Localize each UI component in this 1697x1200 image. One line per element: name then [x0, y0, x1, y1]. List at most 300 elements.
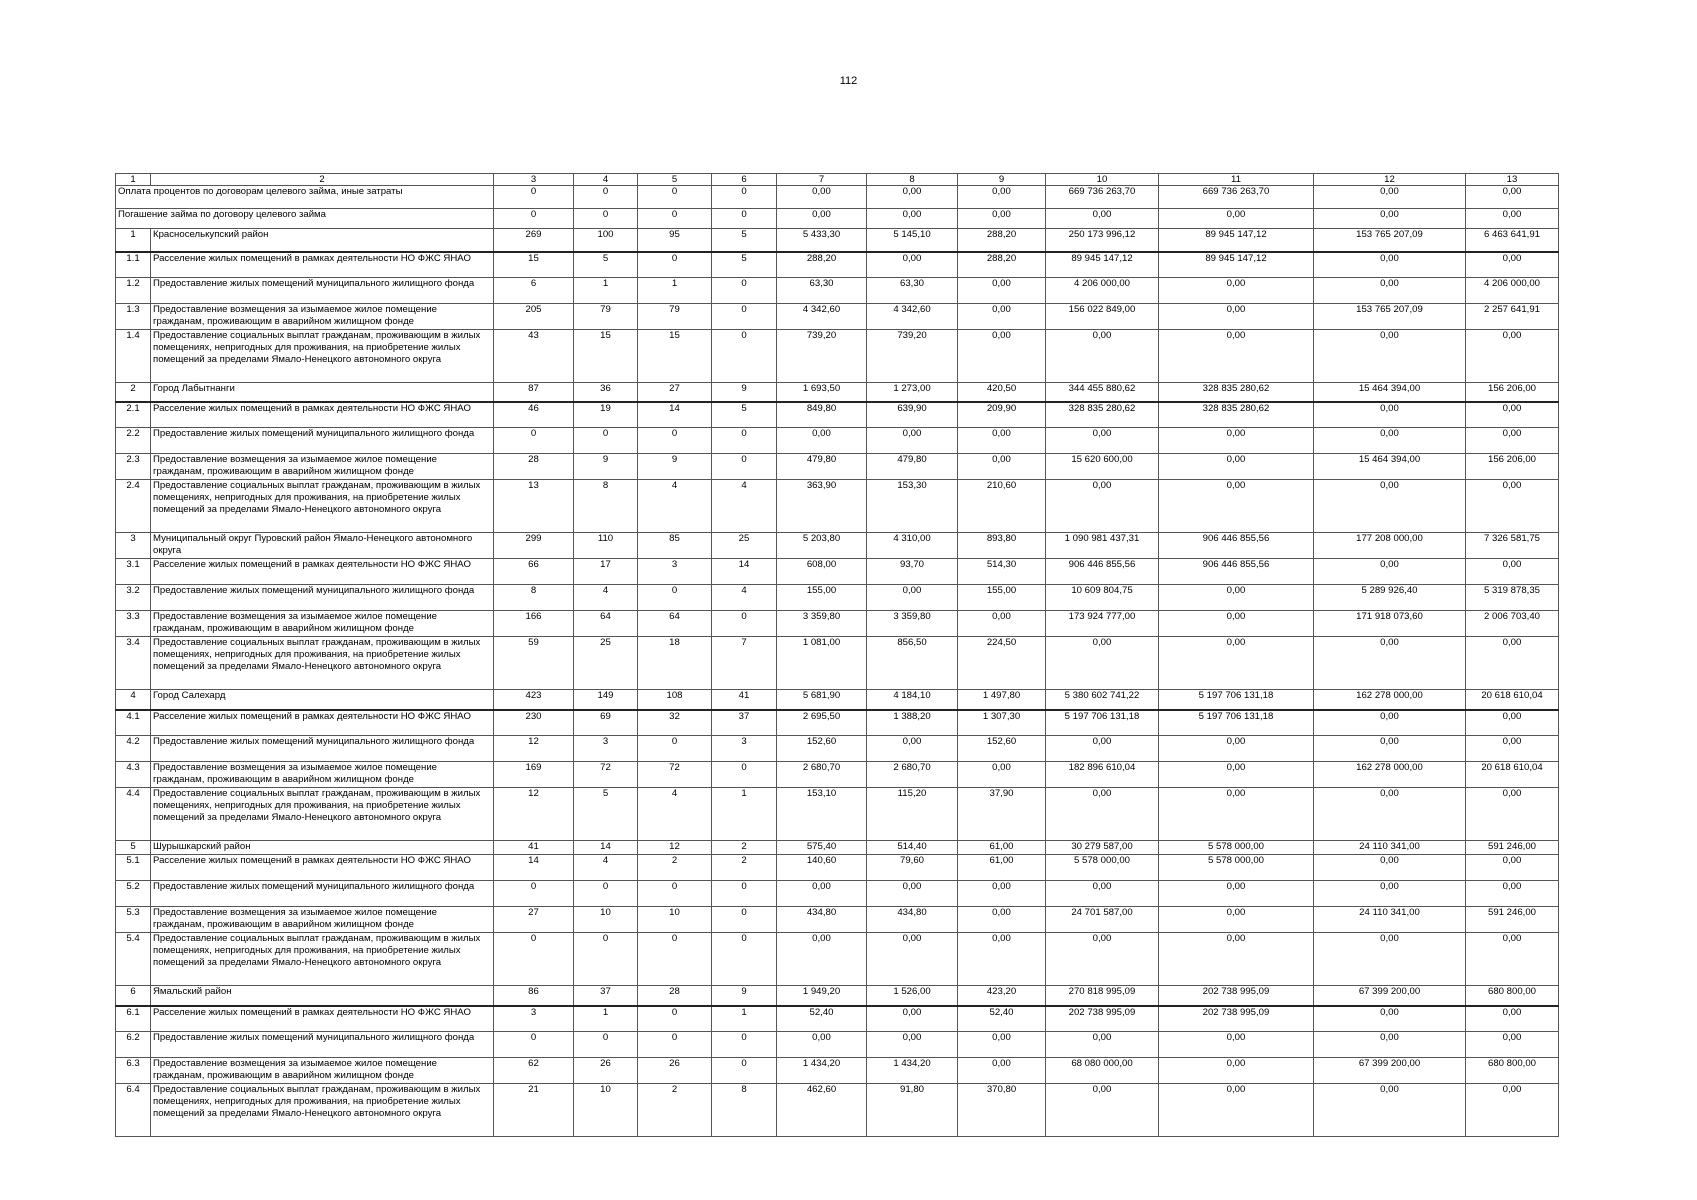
row-number: 1.1	[116, 252, 151, 278]
value-cell: 423,20	[958, 986, 1046, 1006]
row-number: 1.4	[116, 330, 151, 383]
value-cell: 1 497,80	[958, 690, 1046, 710]
value-cell: 0,00	[1159, 933, 1314, 986]
value-cell: 2	[712, 841, 777, 855]
value-cell: 0,00	[958, 209, 1046, 229]
value-cell: 6	[494, 278, 574, 304]
value-cell: 363,90	[777, 480, 867, 533]
table-row	[116, 585, 1559, 611]
value-cell: 69	[574, 710, 638, 736]
value-cell: 15 620 600,00	[1046, 454, 1159, 480]
value-cell: 0,00	[1159, 454, 1314, 480]
row-number: 4.1	[116, 710, 151, 736]
value-cell: 5	[574, 788, 638, 841]
value-cell: 0,00	[867, 1006, 958, 1032]
value-cell: 30 279 587,00	[1046, 841, 1159, 855]
value-cell: 41	[494, 841, 574, 855]
value-cell: 24 701 587,00	[1046, 907, 1159, 933]
value-cell: 162 278 000,00	[1314, 690, 1466, 710]
row-label: Предоставление возмещения за изымаемое жилое помещение гражданам, проживающим в аварийном жилищном фонде	[151, 1058, 494, 1084]
value-cell: 89 945 147,12	[1159, 252, 1314, 278]
row-number: 2.1	[116, 402, 151, 428]
value-cell: 0,00	[1314, 881, 1466, 907]
value-cell: 156 206,00	[1466, 383, 1559, 402]
value-cell: 0,00	[777, 933, 867, 986]
value-cell: 5	[712, 229, 777, 252]
value-cell: 224,50	[958, 637, 1046, 690]
header-cell: 9	[958, 174, 1046, 186]
row-label: Погашение займа по договору целевого займа	[116, 209, 494, 229]
value-cell: 1 434,20	[867, 1058, 958, 1084]
value-cell: 0,00	[1046, 480, 1159, 533]
row-label: Предоставление возмещения за изымаемое жилое помещение гражданам, проживающим в аварийном жилищном фонде	[151, 611, 494, 637]
value-cell: 0,00	[958, 1032, 1046, 1058]
value-cell: 0,00	[1159, 480, 1314, 533]
value-cell: 0	[638, 1006, 712, 1032]
value-cell: 162 278 000,00	[1314, 762, 1466, 788]
row-number: 2	[116, 383, 151, 402]
value-cell: 10	[574, 907, 638, 933]
value-cell: 115,20	[867, 788, 958, 841]
value-cell: 3 359,80	[867, 611, 958, 637]
value-cell: 250 173 996,12	[1046, 229, 1159, 252]
value-cell: 906 446 855,56	[1159, 559, 1314, 585]
value-cell: 288,20	[958, 229, 1046, 252]
value-cell: 93,70	[867, 559, 958, 585]
value-cell: 370,80	[958, 1084, 1046, 1137]
value-cell: 0,00	[1159, 585, 1314, 611]
value-cell: 0,00	[777, 428, 867, 454]
value-cell: 37,90	[958, 788, 1046, 841]
value-cell: 0,00	[867, 186, 958, 209]
value-cell: 423	[494, 690, 574, 710]
value-cell: 0,00	[1314, 209, 1466, 229]
value-cell: 0,00	[1314, 710, 1466, 736]
row-number: 6.4	[116, 1084, 151, 1137]
row-number: 1	[116, 229, 151, 252]
value-cell: 0,00	[958, 907, 1046, 933]
value-cell: 5 578 000,00	[1159, 855, 1314, 881]
value-cell: 72	[638, 762, 712, 788]
value-cell: 66	[494, 559, 574, 585]
value-cell: 906 446 855,56	[1046, 559, 1159, 585]
row-number: 2.2	[116, 428, 151, 454]
value-cell: 1 388,20	[867, 710, 958, 736]
table-row	[116, 229, 1559, 252]
value-cell: 32	[638, 710, 712, 736]
value-cell: 5 145,10	[867, 229, 958, 252]
table-row	[116, 986, 1559, 1006]
value-cell: 5	[574, 252, 638, 278]
value-cell: 28	[494, 454, 574, 480]
value-cell: 152,60	[777, 736, 867, 762]
value-cell: 62	[494, 1058, 574, 1084]
row-label: Расселение жилых помещений в рамках деятельности НО ФЖС ЯНАО	[151, 252, 494, 278]
row-number: 3.4	[116, 637, 151, 690]
value-cell: 27	[638, 383, 712, 402]
header-cell: 4	[574, 174, 638, 186]
value-cell: 155,00	[958, 585, 1046, 611]
value-cell: 0,00	[958, 881, 1046, 907]
value-cell: 12	[638, 841, 712, 855]
value-cell: 72	[574, 762, 638, 788]
value-cell: 13	[494, 480, 574, 533]
value-cell: 4	[712, 585, 777, 611]
value-cell: 639,90	[867, 402, 958, 428]
value-cell: 328 835 280,62	[1159, 383, 1314, 402]
value-cell: 0	[494, 933, 574, 986]
row-label: Предоставление жилых помещений муниципального жилищного фонда	[151, 428, 494, 454]
row-number: 3	[116, 533, 151, 559]
table-row	[116, 788, 1559, 841]
row-label: Расселение жилых помещений в рамках деятельности НО ФЖС ЯНАО	[151, 855, 494, 881]
row-label: Предоставление возмещения за изымаемое жилое помещение гражданам, проживающим в аварийном жилищном фонде	[151, 304, 494, 330]
value-cell: 0	[712, 304, 777, 330]
value-cell: 52,40	[958, 1006, 1046, 1032]
value-cell: 27	[494, 907, 574, 933]
value-cell: 10 609 804,75	[1046, 585, 1159, 611]
value-cell: 0	[638, 585, 712, 611]
table-row	[116, 209, 1559, 229]
value-cell: 79,60	[867, 855, 958, 881]
value-cell: 5 197 706 131,18	[1159, 690, 1314, 710]
table-row	[116, 881, 1559, 907]
value-cell: 8	[712, 1084, 777, 1137]
value-cell: 462,60	[777, 1084, 867, 1137]
value-cell: 5 319 878,35	[1466, 585, 1559, 611]
value-cell: 4 206 000,00	[1466, 278, 1559, 304]
header-cell: 6	[712, 174, 777, 186]
value-cell: 1	[712, 1006, 777, 1032]
row-label: Предоставление возмещения за изымаемое жилое помещение гражданам, проживающим в аварийном жилищном фонде	[151, 762, 494, 788]
value-cell: 0,00	[777, 1032, 867, 1058]
value-cell: 288,20	[777, 252, 867, 278]
value-cell: 28	[638, 986, 712, 1006]
value-cell: 0,00	[958, 454, 1046, 480]
value-cell: 41	[712, 690, 777, 710]
value-cell: 0,00	[867, 1032, 958, 1058]
value-cell: 63,30	[867, 278, 958, 304]
value-cell: 61,00	[958, 855, 1046, 881]
value-cell: 669 736 263,70	[1159, 186, 1314, 209]
value-cell: 270 818 995,09	[1046, 986, 1159, 1006]
page-number: 112	[839, 75, 858, 87]
data-table	[115, 173, 1559, 1137]
value-cell: 43	[494, 330, 574, 383]
value-cell: 2 257 641,91	[1466, 304, 1559, 330]
row-label: Шурышкарский район	[151, 841, 494, 855]
value-cell: 21	[494, 1084, 574, 1137]
value-cell: 0,00	[1159, 428, 1314, 454]
value-cell: 0,00	[1314, 1032, 1466, 1058]
value-cell: 85	[638, 533, 712, 559]
value-cell: 61,00	[958, 841, 1046, 855]
value-cell: 1 273,00	[867, 383, 958, 402]
value-cell: 46	[494, 402, 574, 428]
value-cell: 0,00	[777, 209, 867, 229]
value-cell: 0,00	[867, 209, 958, 229]
value-cell: 0	[494, 209, 574, 229]
value-cell: 24 110 341,00	[1314, 907, 1466, 933]
header-cell: 7	[777, 174, 867, 186]
value-cell: 7 326 581,75	[1466, 533, 1559, 559]
value-cell: 5 578 000,00	[1159, 841, 1314, 855]
table-row	[116, 252, 1559, 278]
value-cell: 2 695,50	[777, 710, 867, 736]
value-cell: 1	[574, 278, 638, 304]
value-cell: 0	[638, 1032, 712, 1058]
value-cell: 1 526,00	[867, 986, 958, 1006]
header-cell: 12	[1314, 174, 1466, 186]
value-cell: 91,80	[867, 1084, 958, 1137]
value-cell: 2	[638, 1084, 712, 1137]
value-cell: 2 006 703,40	[1466, 611, 1559, 637]
value-cell: 893,80	[958, 533, 1046, 559]
table-row	[116, 637, 1559, 690]
value-cell: 0,00	[1159, 907, 1314, 933]
value-cell: 0,00	[958, 330, 1046, 383]
value-cell: 12	[494, 788, 574, 841]
value-cell: 153,10	[777, 788, 867, 841]
value-cell: 0,00	[867, 736, 958, 762]
value-cell: 0,00	[1466, 559, 1559, 585]
value-cell: 0	[638, 933, 712, 986]
row-label: Город Лабытнанги	[151, 383, 494, 402]
value-cell: 0,00	[1159, 330, 1314, 383]
value-cell: 1	[712, 788, 777, 841]
value-cell: 210,60	[958, 480, 1046, 533]
value-cell: 26	[574, 1058, 638, 1084]
value-cell: 4	[574, 585, 638, 611]
value-cell: 0,00	[1314, 788, 1466, 841]
row-number: 6.3	[116, 1058, 151, 1084]
value-cell: 95	[638, 229, 712, 252]
value-cell: 608,00	[777, 559, 867, 585]
header-cell: 5	[638, 174, 712, 186]
value-cell: 1 693,50	[777, 383, 867, 402]
value-cell: 169	[494, 762, 574, 788]
table-row	[116, 1006, 1559, 1032]
row-label: Ямальский район	[151, 986, 494, 1006]
table-row	[116, 736, 1559, 762]
value-cell: 108	[638, 690, 712, 710]
value-cell: 575,40	[777, 841, 867, 855]
value-cell: 166	[494, 611, 574, 637]
value-cell: 9	[638, 454, 712, 480]
value-cell: 669 736 263,70	[1046, 186, 1159, 209]
value-cell: 171 918 073,60	[1314, 611, 1466, 637]
row-label: Предоставление жилых помещений муниципального жилищного фонда	[151, 736, 494, 762]
row-number: 5.3	[116, 907, 151, 933]
value-cell: 202 738 995,09	[1159, 1006, 1314, 1032]
value-cell: 479,80	[777, 454, 867, 480]
table-row	[116, 1084, 1559, 1137]
row-number: 3.3	[116, 611, 151, 637]
table-row	[116, 383, 1559, 402]
row-number: 6	[116, 986, 151, 1006]
value-cell: 0,00	[1466, 1006, 1559, 1032]
value-cell: 0,00	[867, 428, 958, 454]
value-cell: 591 246,00	[1466, 841, 1559, 855]
value-cell: 3	[712, 736, 777, 762]
row-label: Предоставление жилых помещений муниципального жилищного фонда	[151, 585, 494, 611]
row-number: 3.2	[116, 585, 151, 611]
value-cell: 0,00	[1466, 933, 1559, 986]
value-cell: 0,00	[1314, 330, 1466, 383]
value-cell: 0,00	[958, 278, 1046, 304]
value-cell: 0,00	[1314, 428, 1466, 454]
value-cell: 0,00	[1466, 881, 1559, 907]
value-cell: 0	[638, 209, 712, 229]
row-label: Предоставление жилых помещений муниципального жилищного фонда	[151, 1032, 494, 1058]
value-cell: 328 835 280,62	[1046, 402, 1159, 428]
value-cell: 0,00	[1466, 252, 1559, 278]
value-cell: 0,00	[1159, 736, 1314, 762]
value-cell: 5 681,90	[777, 690, 867, 710]
value-cell: 434,80	[867, 907, 958, 933]
header-cell: 3	[494, 174, 574, 186]
value-cell: 5 197 706 131,18	[1159, 710, 1314, 736]
value-cell: 10	[638, 907, 712, 933]
value-cell: 0,00	[1159, 209, 1314, 229]
value-cell: 3	[494, 1006, 574, 1032]
table-row	[116, 186, 1559, 209]
value-cell: 3 359,80	[777, 611, 867, 637]
value-cell: 1	[574, 1006, 638, 1032]
value-cell: 156 206,00	[1466, 454, 1559, 480]
value-cell: 479,80	[867, 454, 958, 480]
value-cell: 739,20	[777, 330, 867, 383]
value-cell: 0,00	[1314, 637, 1466, 690]
row-label: Красноселькупский район	[151, 229, 494, 252]
value-cell: 100	[574, 229, 638, 252]
value-cell: 0,00	[777, 186, 867, 209]
value-cell: 0	[638, 252, 712, 278]
value-cell: 0	[574, 209, 638, 229]
value-cell: 5 380 602 741,22	[1046, 690, 1159, 710]
value-cell: 849,80	[777, 402, 867, 428]
row-number: 1.3	[116, 304, 151, 330]
value-cell: 4	[638, 480, 712, 533]
row-label: Расселение жилых помещений в рамках деятельности НО ФЖС ЯНАО	[151, 710, 494, 736]
header-cell: 11	[1159, 174, 1314, 186]
value-cell: 420,50	[958, 383, 1046, 402]
value-cell: 7	[712, 637, 777, 690]
value-cell: 64	[638, 611, 712, 637]
value-cell: 0,00	[1466, 1084, 1559, 1137]
value-cell: 87	[494, 383, 574, 402]
row-number: 6.2	[116, 1032, 151, 1058]
value-cell: 0,00	[1314, 933, 1466, 986]
row-label: Предоставление возмещения за изымаемое жилое помещение гражданам, проживающим в аварийном жилищном фонде	[151, 454, 494, 480]
value-cell: 89 945 147,12	[1046, 252, 1159, 278]
value-cell: 0,00	[1046, 933, 1159, 986]
value-cell: 0	[712, 186, 777, 209]
table-row	[116, 855, 1559, 881]
table-row	[116, 933, 1559, 986]
value-cell: 0,00	[1314, 402, 1466, 428]
value-cell: 680 800,00	[1466, 1058, 1559, 1084]
value-cell: 9	[574, 454, 638, 480]
value-cell: 14	[494, 855, 574, 881]
table-body	[116, 174, 1559, 1137]
value-cell: 67 399 200,00	[1314, 1058, 1466, 1084]
value-cell: 37	[574, 986, 638, 1006]
value-cell: 0	[712, 454, 777, 480]
value-cell: 0,00	[1466, 710, 1559, 736]
value-cell: 0,00	[1159, 1032, 1314, 1058]
value-cell: 0,00	[1046, 1032, 1159, 1058]
value-cell: 153 765 207,09	[1314, 229, 1466, 252]
row-label: Муниципальный округ Пуровский район Ямало-Ненецкого автономного округа	[151, 533, 494, 559]
value-cell: 20 618 610,04	[1466, 690, 1559, 710]
value-cell: 0,00	[1466, 736, 1559, 762]
value-cell: 906 446 855,56	[1159, 533, 1314, 559]
value-cell: 230	[494, 710, 574, 736]
value-cell: 0,00	[1046, 330, 1159, 383]
value-cell: 79	[638, 304, 712, 330]
value-cell: 0	[494, 881, 574, 907]
value-cell: 0,00	[958, 762, 1046, 788]
value-cell: 4	[574, 855, 638, 881]
table-row	[116, 1058, 1559, 1084]
value-cell: 0,00	[1466, 402, 1559, 428]
value-cell: 2 680,70	[777, 762, 867, 788]
row-label: Предоставление возмещения за изымаемое жилое помещение гражданам, проживающим в аварийном жилищном фонде	[151, 907, 494, 933]
value-cell: 0,00	[1159, 1084, 1314, 1137]
value-cell: 328 835 280,62	[1159, 402, 1314, 428]
value-cell: 514,40	[867, 841, 958, 855]
value-cell: 14	[712, 559, 777, 585]
value-cell: 14	[574, 841, 638, 855]
value-cell: 0,00	[867, 252, 958, 278]
value-cell: 149	[574, 690, 638, 710]
value-cell: 0	[712, 1032, 777, 1058]
value-cell: 0,00	[1046, 736, 1159, 762]
row-number: 5.2	[116, 881, 151, 907]
table-row	[116, 559, 1559, 585]
value-cell: 4 184,10	[867, 690, 958, 710]
value-cell: 10	[574, 1084, 638, 1137]
value-cell: 202 738 995,09	[1046, 1006, 1159, 1032]
value-cell: 0,00	[1159, 611, 1314, 637]
row-label: Предоставление социальных выплат гражданам, проживающим в жилых помещениях, непригодных для проживания, на приобретение жилых помещений за пределами Ямало-Ненецкого автономного округа	[151, 933, 494, 986]
value-cell: 0,00	[1314, 736, 1466, 762]
value-cell: 591 246,00	[1466, 907, 1559, 933]
value-cell: 0,00	[1046, 1084, 1159, 1137]
value-cell: 0,00	[958, 304, 1046, 330]
value-cell: 156 022 849,00	[1046, 304, 1159, 330]
value-cell: 0	[712, 762, 777, 788]
row-number: 2.4	[116, 480, 151, 533]
value-cell: 0	[712, 330, 777, 383]
value-cell: 4 310,00	[867, 533, 958, 559]
value-cell: 67 399 200,00	[1314, 986, 1466, 1006]
value-cell: 155,00	[777, 585, 867, 611]
value-cell: 4	[712, 480, 777, 533]
row-number: 5	[116, 841, 151, 855]
value-cell: 0,00	[1314, 480, 1466, 533]
value-cell: 5 203,80	[777, 533, 867, 559]
value-cell: 0	[638, 736, 712, 762]
value-cell: 5 289 926,40	[1314, 585, 1466, 611]
value-cell: 0,00	[1159, 304, 1314, 330]
table-row	[116, 710, 1559, 736]
value-cell: 24 110 341,00	[1314, 841, 1466, 855]
value-cell: 4	[638, 788, 712, 841]
table-row	[116, 402, 1559, 428]
value-cell: 2	[638, 855, 712, 881]
